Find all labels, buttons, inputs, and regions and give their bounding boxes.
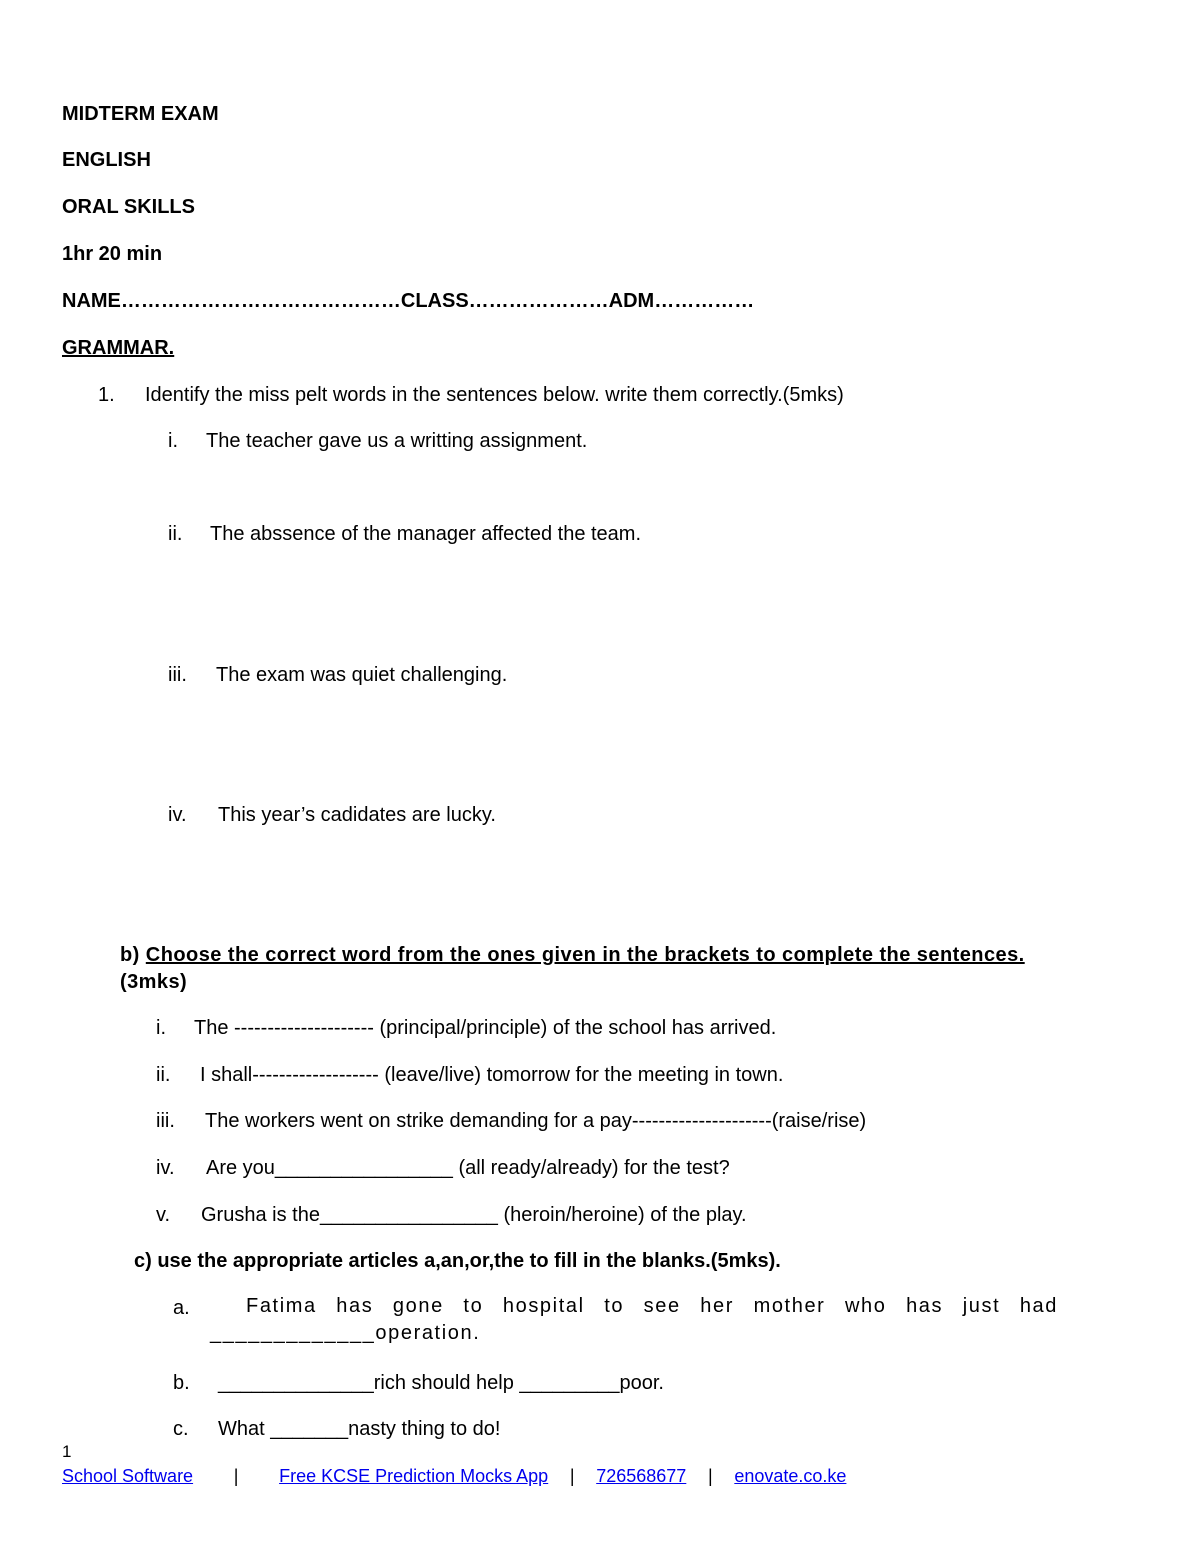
list-item: Grusha is the________________ (heroin/heroine) of the play. [201,1204,747,1226]
question-b-prefix: b) [120,944,146,966]
list-item: The abssence of the manager affected the team. [210,523,642,545]
list-marker: a. [173,1297,190,1319]
list-marker: b. [173,1372,190,1394]
footer-link-website[interactable]: enovate.co.ke [734,1466,847,1486]
question-b-instruction: Choose the correct word from the ones given in the brackets to complete the sentences. [145,944,1025,966]
list-item: The --------------------- (principal/principle) of the school has arrived. [194,1017,777,1039]
list-item: Fatima has gone to hospital to see her mother who has just had _____________operation. [210,1295,1058,1344]
list-item: Are you________________ (all ready/already) for the test? [206,1157,730,1179]
list-marker: c. [173,1418,189,1440]
exam-title: MIDTERM EXAM [62,103,219,125]
list-marker: iv. [156,1157,175,1179]
list-item: I shall------------------- (leave/live) tomorrow for the meeting in town. [200,1064,784,1086]
list-item: The teacher gave us a writting assignment. [206,430,588,452]
page-number: 1 [62,1442,72,1461]
footer-separator: | [569,1466,575,1486]
footer-separator: | [707,1466,713,1486]
question-b-marks: (3mks) [120,971,188,993]
student-details-line: NAME……………………………………CLASS…………………ADM…………… [62,290,755,312]
paper-label: ORAL SKILLS [62,196,195,218]
list-item: ______________rich should help _________poor. [218,1372,664,1394]
footer-links [62,1465,846,1487]
footer-link-kcse-app[interactable]: Free KCSE Prediction Mocks App [279,1466,549,1486]
list-marker: v. [156,1204,171,1226]
list-item: This year’s cadidates are lucky. [218,804,496,826]
footer-link-phone[interactable]: 726568677 [596,1466,687,1486]
duration-label: 1hr 20 min [62,243,163,265]
list-marker: ii. [168,523,183,545]
list-marker: iii. [168,664,187,686]
list-marker: iv. [168,804,187,826]
list-marker: i. [156,1017,166,1039]
list-marker: iii. [156,1110,175,1132]
list-item: What _______nasty thing to do! [218,1418,501,1440]
section-heading-grammar: GRAMMAR. [62,337,175,359]
footer-separator: | [233,1466,239,1486]
list-marker: ii. [156,1064,171,1086]
question-1-text: Identify the miss pelt words in the sentences below. write them correctly.(5mks) [145,384,844,406]
list-item: The exam was quiet challenging. [216,664,508,686]
list-item: The workers went on strike demanding for a pay---------------------(raise/rise) [205,1110,867,1132]
question-c-heading: c) use the appropriate articles a,an,or,the to fill in the blanks.(5mks). [134,1250,781,1272]
footer-link-school-software[interactable]: School Software [62,1466,194,1486]
subject-label: ENGLISH [62,149,151,171]
question-number: 1. [98,384,115,406]
list-marker: i. [168,430,178,452]
question-b-heading [120,942,1065,996]
